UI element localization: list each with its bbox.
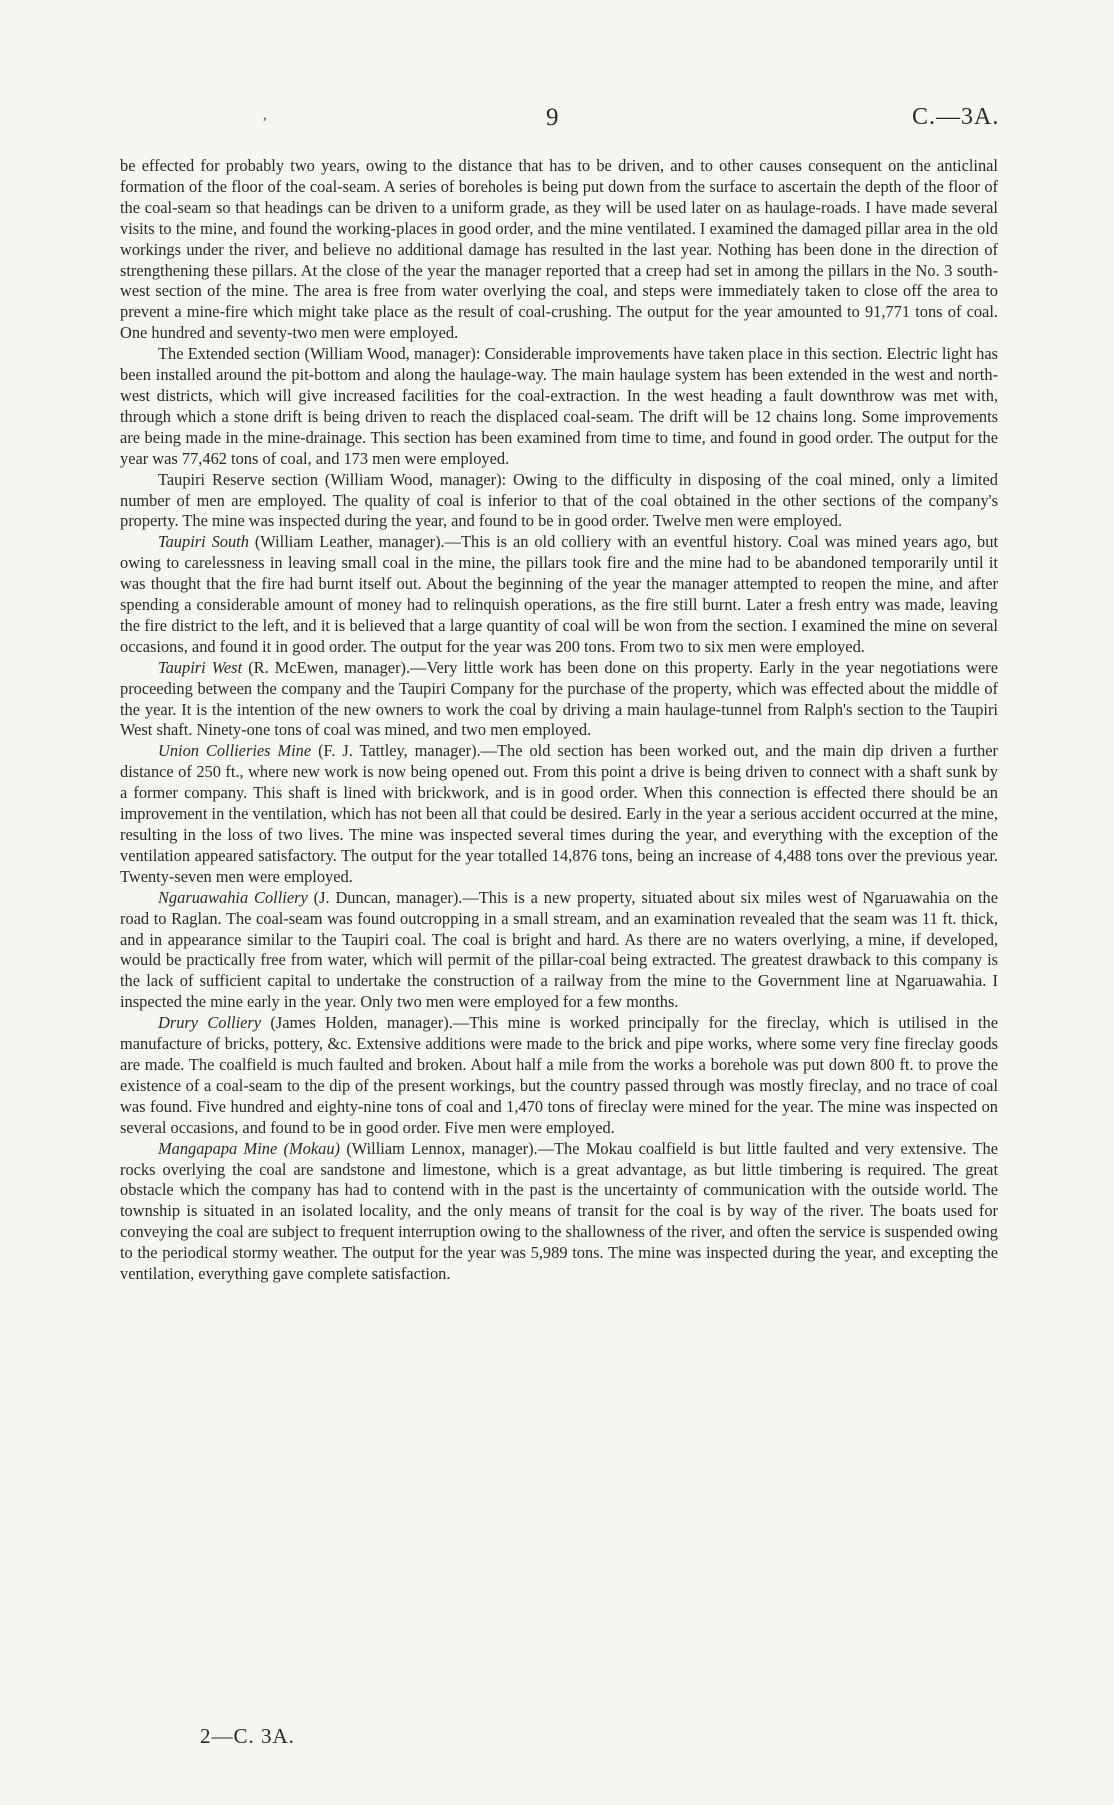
page-number: 9 <box>546 104 559 131</box>
paragraph-extended-section <box>120 344 998 469</box>
paragraph-text: (J. Duncan, manager).—This is a new property, situated about six miles west of Ngaruawahia on the road to Raglan. The coal-seam was found outcropping in a small stream, and an examination revealed that the seam was 11 ft. thick, and in appearance similar to the Taupiri coal. The coal is bright and hard. As there are no waters overlying, a mine, if developed, would be practically free from water, which will permit of the pillar-coal being extracted. The greatest drawback to this company is the lack of sufficient capital to undertake the construction of a railway from the mine to the Government line at Ngaruawahia. I inspected the mine early in the year. Only two men were employed for a few months. <box>120 887 998 1012</box>
mine-title: Union Collieries Mine <box>158 741 312 761</box>
document-reference: C.—3A. <box>912 104 1000 130</box>
paragraph-drury <box>120 1013 998 1138</box>
paragraph-text: be effected for probably two years, owing to the distance that has to be driven, and to other causes consequent on the anticlinal formation of the floor of the coal-seam. A series of boreholes is being put down from the surface to ascertain the depth of the floor of the coal-seam so that headings can be driven to a uniform grade, as they will be used later on as haulage-roads. I have made several visits to the mine, and found the working-places in good order, and the mine ventilated. I examined the damaged pillar area in the old workings under the river, and believe no additional damage has resulted in the last year. Nothing has been done in the direction of strengthening these pillars. At the close of the year the manager reported that a creep had set in among the pillars in the No. 3 south-west section of the mine. The area is free from water overlying the coal, and steps were immediately taken to close off the area to prevent a mine-fire which might take place as the result of coal-crushing. The output for the year amounted to 91,771 tons of coal. One hundred and seventy-two men were employed. <box>120 156 998 343</box>
page-header <box>0 104 1114 134</box>
paragraph-taupiri-reserve <box>120 470 998 533</box>
paragraph-mangapapa <box>120 1139 998 1285</box>
paragraph-text: (James Holden, manager).—This mine is worked principally for the fireclay, which is utilised in the manufacture of bricks, pottery, &c. Extensive additions were made to the brick and pipe works, where some very fine fireclay goods are made. The coalfield is much faulted and broken. About half a mile from the works a borehole was put down 800 ft. to prove the existence of a coal-seam to the dip of the present workings, but the country passed through was mostly fireclay, and no trace of coal was found. Five hundred and eighty-nine tons of coal and 1,470 tons of fireclay were mined for the year. The mine was inspected on several occasions, and found to be in good order. Five men were employed. <box>120 1013 998 1137</box>
paragraph-continuation <box>120 156 998 344</box>
paragraph-text: (William Leather, manager).—This is an old colliery with an eventful history. Coal was mined years ago, but owing to carelessness in leaving small coal in the mine, the pillars took fire and the mine had to be abandoned temporarily until it was thought that the fire had burnt itself out. About the beginning of the year the manager attempted to reopen the mine, and after spending a considerable amount of money had to relinquish operations, as the fire still burnt. Later a fresh entry was made, leaving the fire district to the left, and it is believed that a large quantity of coal will be won from the section. I examined the mine on several occasions, and found it in good order. The output for the year was 200 tons. From two to six men were employed. <box>120 532 998 656</box>
paragraph-taupiri-south <box>120 532 998 657</box>
mine-title: Drury Colliery <box>158 1013 262 1033</box>
paragraph-text: (R. McEwen, manager).—Very little work has been done on this property. Early in the year negotiations were proceeding between the company and the Taupiri Company for the purchase of the property, which was effected about the middle of the year. It is the intention of the new owners to work the coal by driving a main haulage-tunnel from Ralph's section to the Taupiri West shaft. Ninety-one tons of coal was mined, and two men employed. <box>120 657 998 740</box>
mine-title: Taupiri South <box>158 532 249 552</box>
paragraph-ngaruawahia <box>120 888 998 1013</box>
paragraph-text: Taupiri Reserve section (William Wood, manager): Owing to the difficulty in disposing of the coal mined, only a limited number of men are employed. The quality of coal is inferior to that of the coal obtained in the other sections of the company's property. The mine was inspected during the year, and found to be in good order. Twelve men were employed. <box>120 469 998 531</box>
mine-title: Taupiri West <box>158 657 243 677</box>
header-mark: ‚ <box>262 106 268 123</box>
mine-title: Ngaruawahia Colliery <box>158 887 308 907</box>
signature-mark: 2—C. 3A. <box>200 1724 295 1748</box>
paragraph-text: (F. J. Tattley, manager).—The old section has been worked out, and the main dip driven a further distance of 250 ft., where new work is now being opened out. From this point a drive is being driven to connect with a shaft sunk by a former company. This shaft is lined with brickwork, and is in good order. When this connection is effected there should be an improvement in the ventilation, which has not been all that could be desired. Early in the year a serious accident occurred at the mine, resulting in the loss of two lives. The mine was inspected several times during the year, and everything with the exception of the ventilation appeared satisfactory. The output for the year totalled 14,876 tons, being an increase of 4,488 tons over the previous year. Twenty-seven men were employed. <box>120 741 999 886</box>
paragraph-text: The Extended section (William Wood, manager): Considerable improvements have taken place in this section. Electric light has been installed around the pit-bottom and along the haulage-way. The main haulage system has been extended in the west and north-west districts, which will give increased facilities for the coal-extraction. In the west heading a fault downthrow was met with, through which a stone drift is being driven to reach the displaced coal-seam. The drift will be 12 chains long. Some improvements are being made in the mine-drainage. This section has been examined from time to time, and found in good order. The output for the year was 77,462 tons of coal, and 173 men were employed. <box>120 344 998 468</box>
report-body <box>120 156 998 1285</box>
paragraph-text: (William Lennox, manager).—The Mokau coalfield is but little faulted and very extensive. The rocks overlying the coal are sandstone and limestone, which is a great advantage, as but little timbering is required. The great obstacle which the company has had to contend with in the past is the uncertainty of communication with the outside world. The township is situated in an isolated locality, and the only means of transit for the coal is by way of the river. The boats used for conveying the coal are subject to frequent interruption owing to the shallowness of the river, and often the service is suspended owing to the periodical stormy weather. The output for the year was 5,989 tons. The mine was inspected during the year, and excepting the ventilation, everything gave complete satisfaction. <box>120 1138 998 1284</box>
paragraph-union-collieries <box>120 741 998 887</box>
mine-title: Mangapapa Mine (Mokau) <box>158 1138 340 1158</box>
paragraph-taupiri-west <box>120 658 998 742</box>
